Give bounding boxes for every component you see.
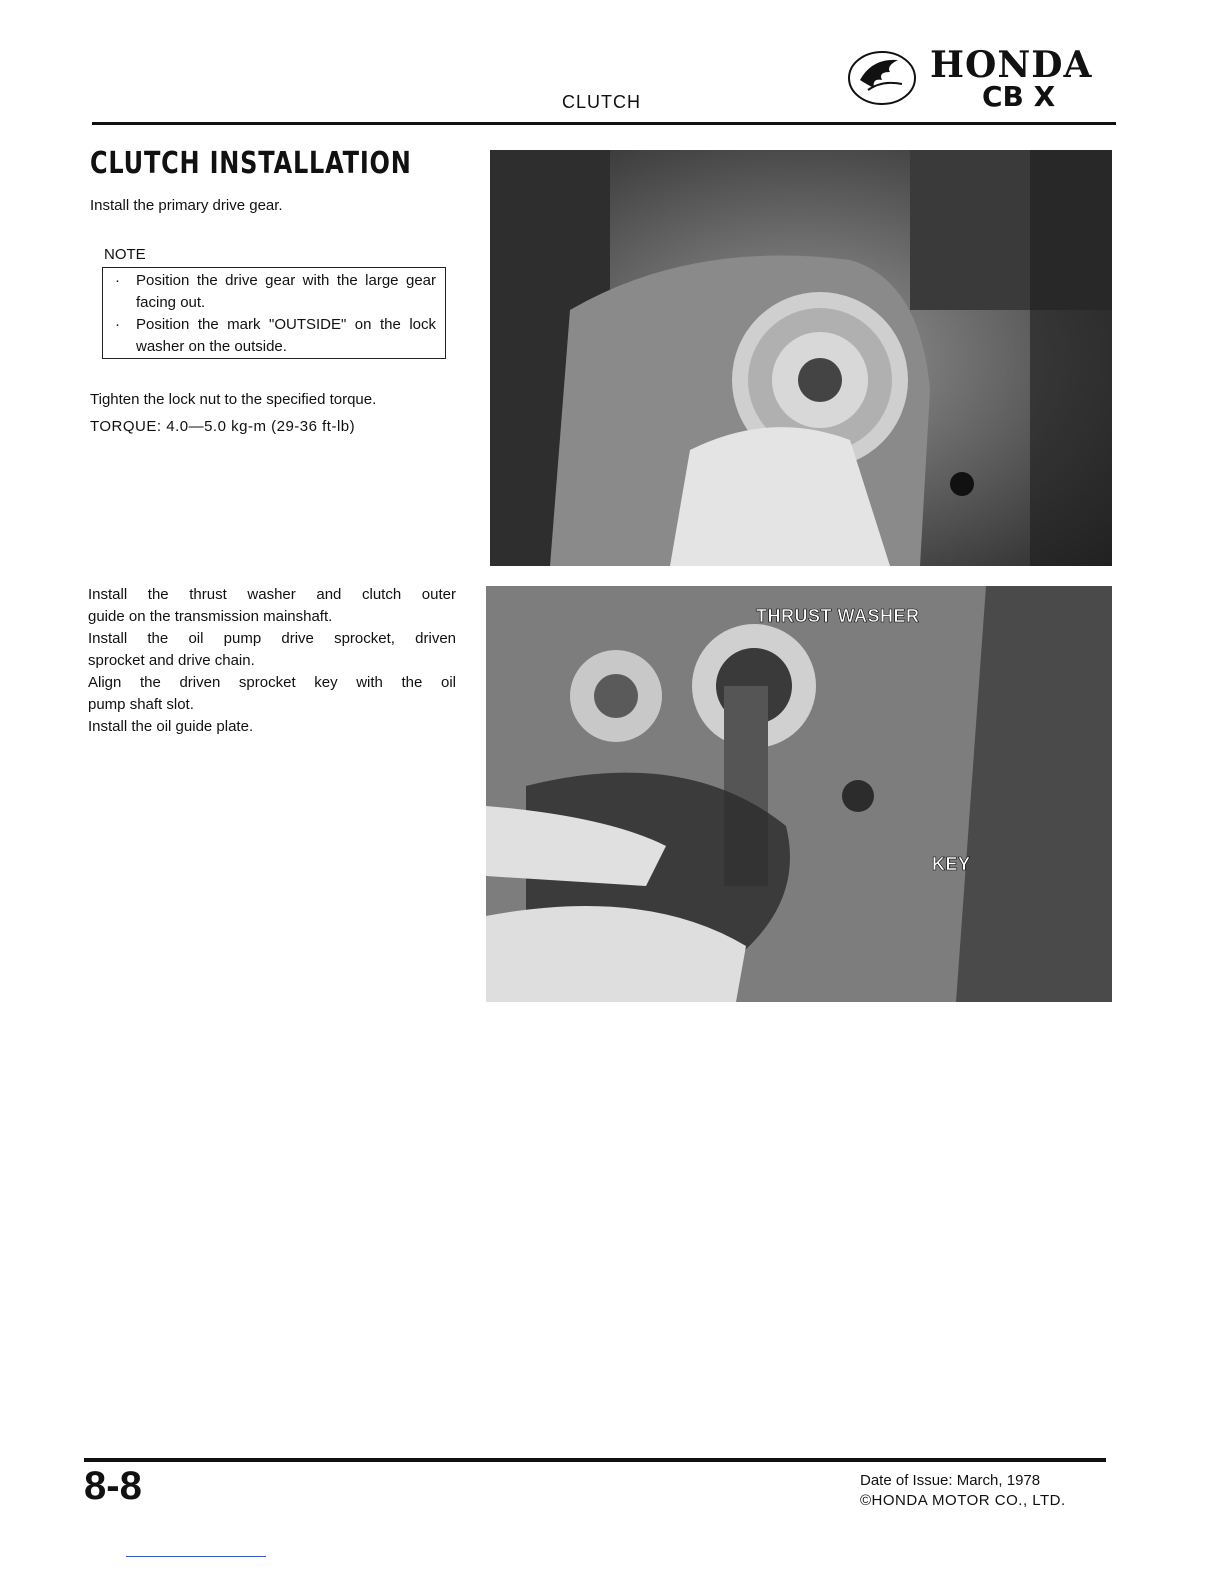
instruction-lock-nut: Tighten the lock nut to the specified torque. <box>90 391 377 408</box>
page-number: 8-8 <box>84 1464 142 1508</box>
bullet-icon: · <box>115 272 120 289</box>
copyright: ©HONDA MOTOR CO., LTD. <box>860 1492 1066 1509</box>
text-line: Install the oil pump drive sprocket, driven <box>88 630 456 647</box>
note-item-text: Position the mark "OUTSIDE" on the lock washer on the outside. <box>136 316 436 355</box>
brand-logo-text: HONDA <box>930 44 1093 86</box>
honda-wing-logo-icon <box>846 50 922 106</box>
photo-primary-drive-gear <box>490 150 1112 566</box>
section-header: CLUTCH <box>562 92 642 112</box>
key-label: KEY <box>932 854 971 874</box>
thrust-washer-label: THRUST WASHER <box>756 606 920 626</box>
text-line: Align the driven sprocket key with the oil <box>88 674 456 691</box>
note-item-text: Position the drive gear with the large gear facing out. <box>136 272 436 311</box>
note-box <box>102 267 446 359</box>
text-line: guide on the transmission mainshaft. <box>88 608 333 625</box>
page-title: CLUTCH INSTALLATION <box>90 146 412 181</box>
model-name: CB X <box>982 80 1056 113</box>
footer-rule <box>84 1458 1106 1462</box>
torque-spec: TORQUE: 4.0—5.0 kg-m (29-36 ft-lb) <box>90 418 356 435</box>
issue-date: Date of Issue: March, 1978 <box>860 1472 1041 1489</box>
note-label: NOTE <box>104 246 146 263</box>
text-line: pump shaft slot. <box>88 696 194 713</box>
text-line: Install the oil guide plate. <box>88 718 254 735</box>
link-underline <box>126 1556 266 1557</box>
bullet-icon: · <box>115 316 120 333</box>
header-rule <box>92 122 1116 125</box>
text-line: Install the thrust washer and clutch outer <box>88 586 456 603</box>
text-line: sprocket and drive chain. <box>88 652 255 669</box>
instruction-primary-gear: Install the primary drive gear. <box>90 197 283 214</box>
photo-thrust-washer-sprocket <box>486 586 1112 1002</box>
instructions-thrust-washer <box>88 584 456 738</box>
